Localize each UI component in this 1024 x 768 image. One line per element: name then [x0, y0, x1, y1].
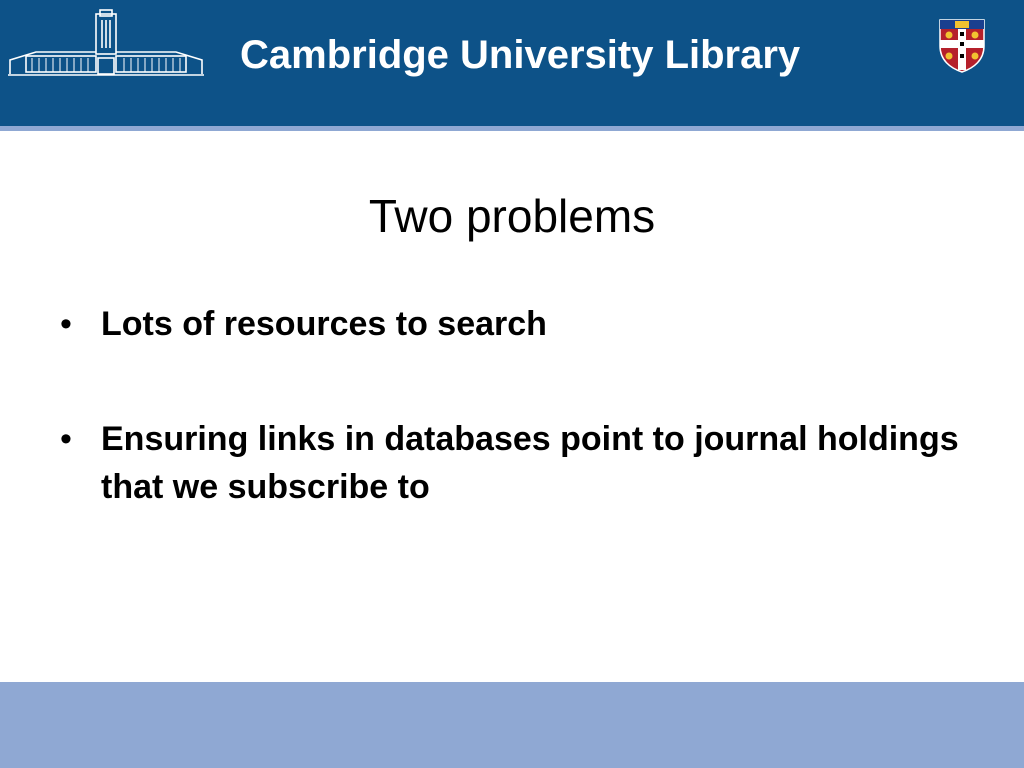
- header-divider: [0, 126, 1024, 131]
- library-building-icon: [6, 8, 206, 78]
- bullet-item: [60, 300, 960, 348]
- header-title: Cambridge University Library: [240, 33, 801, 77]
- university-crest-icon: [938, 18, 986, 74]
- footer-band: [0, 682, 1024, 768]
- bullet-list: [60, 300, 960, 578]
- bullet-item: [60, 415, 960, 511]
- slide-title: Two problems: [368, 190, 656, 242]
- bullet-icon: •: [60, 305, 72, 343]
- bullet-text: Lots of resources to search: [101, 305, 547, 343]
- bullet-text: Ensuring links in databases point to journal holdings that we subscribe to: [101, 420, 959, 506]
- bullet-icon: •: [60, 420, 72, 458]
- header-bar: [0, 0, 1024, 126]
